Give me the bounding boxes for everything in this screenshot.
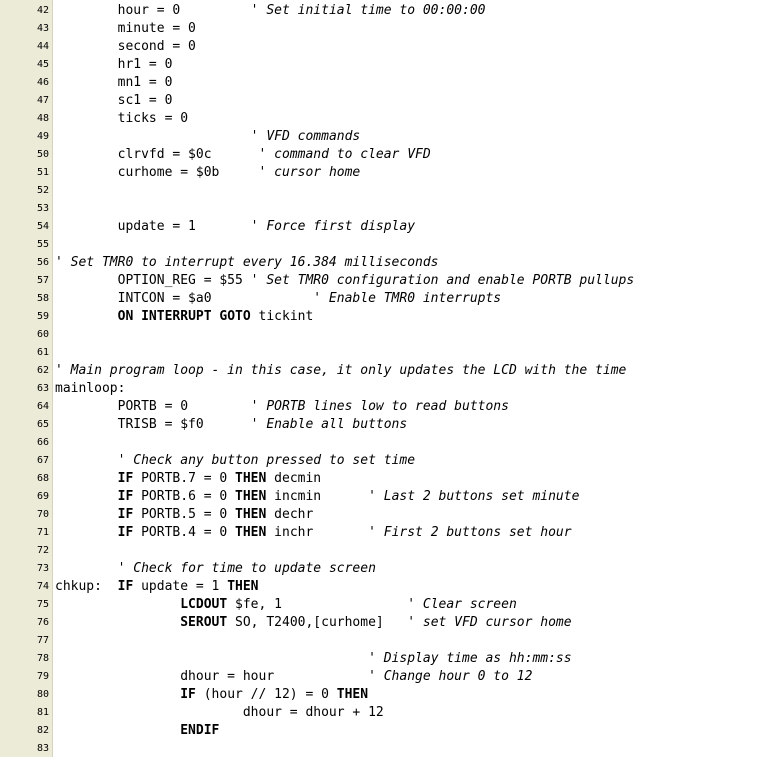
code-line[interactable] xyxy=(0,506,770,524)
code-line[interactable] xyxy=(0,92,770,110)
code-line[interactable] xyxy=(0,344,770,362)
code-token: update = 1 xyxy=(55,219,251,234)
code-token: dhour = dhour + 12 xyxy=(55,705,384,720)
code-token xyxy=(55,597,180,612)
code-line[interactable] xyxy=(0,722,770,740)
code-text[interactable] xyxy=(55,290,501,308)
line-number: 44 xyxy=(36,41,49,52)
line-number: 64 xyxy=(36,401,49,412)
code-token: mainloop: xyxy=(55,381,126,396)
code-line[interactable] xyxy=(0,488,770,506)
line-number: 53 xyxy=(36,203,49,214)
code-token: mn1 = 0 xyxy=(55,75,173,90)
comment-token: ' set VFD cursor home xyxy=(407,615,572,630)
code-line[interactable] xyxy=(0,128,770,146)
code-text[interactable] xyxy=(55,470,321,488)
code-line[interactable] xyxy=(0,308,770,326)
comment-token: ' Check any button pressed to set time xyxy=(117,453,416,468)
code-line[interactable] xyxy=(0,74,770,92)
code-token xyxy=(55,687,180,702)
code-line[interactable] xyxy=(0,236,770,254)
code-line[interactable] xyxy=(0,38,770,56)
code-line[interactable] xyxy=(0,524,770,542)
line-number: 54 xyxy=(36,221,49,232)
comment-token: ' First 2 buttons set hour xyxy=(368,525,572,540)
code-text[interactable] xyxy=(55,452,415,470)
code-line[interactable] xyxy=(0,398,770,416)
line-number: 65 xyxy=(36,419,49,430)
code-token: TRISB = $f0 xyxy=(55,417,251,432)
keyword-token: IF xyxy=(117,579,134,594)
code-text[interactable] xyxy=(55,668,532,686)
code-text[interactable] xyxy=(55,416,407,434)
comment-token: ' cursor home xyxy=(258,165,361,180)
code-text[interactable] xyxy=(55,524,572,542)
code-token: sc1 = 0 xyxy=(55,93,173,108)
code-text[interactable] xyxy=(55,272,634,290)
code-token: dhour = hour xyxy=(55,669,369,684)
keyword-token: THEN xyxy=(235,489,267,504)
keyword-token: IF xyxy=(117,507,134,522)
code-text[interactable] xyxy=(55,20,196,38)
line-number: 51 xyxy=(36,167,49,178)
code-line[interactable] xyxy=(0,740,770,757)
code-text[interactable] xyxy=(55,308,313,326)
code-text[interactable] xyxy=(55,146,431,164)
comment-token: ' command to clear VFD xyxy=(258,147,431,162)
code-token: INTCON = $a0 xyxy=(55,291,314,306)
code-token: minute = 0 xyxy=(55,21,196,36)
code-text[interactable] xyxy=(55,650,572,668)
code-token: PORTB = 0 xyxy=(55,399,251,414)
code-text[interactable] xyxy=(55,38,196,56)
code-text[interactable] xyxy=(55,704,384,722)
code-line[interactable] xyxy=(0,452,770,470)
code-token: decmin xyxy=(266,471,322,486)
code-token: update = 1 xyxy=(133,579,228,594)
code-token: SO, T2400,[curhome] xyxy=(227,615,408,630)
code-line[interactable] xyxy=(0,614,770,632)
code-line[interactable] xyxy=(0,434,770,452)
code-text[interactable] xyxy=(55,92,172,110)
keyword-token: IF xyxy=(117,471,134,486)
keyword-token: LCDOUT xyxy=(180,597,228,612)
code-line[interactable] xyxy=(0,182,770,200)
code-token: ticks = 0 xyxy=(55,111,189,126)
line-number: 42 xyxy=(36,5,49,16)
code-line[interactable] xyxy=(0,326,770,344)
code-token: (hour // 12) = 0 xyxy=(195,687,337,702)
code-token xyxy=(55,525,118,540)
code-token: hr1 = 0 xyxy=(55,57,173,72)
comment-token: ' Set initial time to 00:00:00 xyxy=(250,3,486,18)
code-text[interactable] xyxy=(55,74,172,92)
line-number: 68 xyxy=(36,473,49,484)
line-number: 61 xyxy=(36,347,49,358)
line-number: 47 xyxy=(36,95,49,106)
code-line[interactable] xyxy=(0,416,770,434)
comment-token: ' Change hour 0 to 12 xyxy=(368,669,533,684)
line-number: 52 xyxy=(36,185,49,196)
code-token xyxy=(55,453,118,468)
code-token: chkup: xyxy=(55,579,118,594)
line-number: 46 xyxy=(36,77,49,88)
comment-token: ' PORTB lines low to read buttons xyxy=(250,399,509,414)
line-number: 83 xyxy=(36,743,49,754)
keyword-token: THEN xyxy=(235,525,267,540)
code-token xyxy=(55,561,118,576)
line-number: 80 xyxy=(36,689,49,700)
code-text[interactable] xyxy=(55,398,509,416)
code-line[interactable] xyxy=(0,380,770,398)
code-line[interactable] xyxy=(0,110,770,128)
code-line[interactable] xyxy=(0,20,770,38)
line-number: 77 xyxy=(36,635,49,646)
comment-token: ' Clear screen xyxy=(407,597,517,612)
code-line[interactable] xyxy=(0,470,770,488)
code-line[interactable] xyxy=(0,290,770,308)
code-token xyxy=(55,489,118,504)
line-number: 48 xyxy=(36,113,49,124)
line-number: 73 xyxy=(36,563,49,574)
code-text[interactable] xyxy=(55,578,259,596)
keyword-token: ON INTERRUPT GOTO xyxy=(117,309,251,324)
line-number: 59 xyxy=(36,311,49,322)
comment-token: ' Set TMR0 configuration and enable PORTB pullups xyxy=(250,273,635,288)
code-line[interactable] xyxy=(0,542,770,560)
code-token: $fe, 1 xyxy=(227,597,408,612)
code-line[interactable] xyxy=(0,56,770,74)
comment-token: ' Main program loop - in this case, it only updates the LCD with the time xyxy=(55,363,627,378)
keyword-token: IF xyxy=(117,525,134,540)
keyword-token: THEN xyxy=(227,579,259,594)
code-line[interactable] xyxy=(0,2,770,20)
code-text[interactable] xyxy=(55,218,415,236)
comment-token: ' Enable all buttons xyxy=(250,417,408,432)
code-token: clrvfd = $0c xyxy=(55,147,259,162)
line-number: 55 xyxy=(36,239,49,250)
keyword-token: THEN xyxy=(235,471,267,486)
line-number: 49 xyxy=(36,131,49,142)
line-number: 45 xyxy=(36,59,49,70)
comment-token: ' Last 2 buttons set minute xyxy=(368,489,580,504)
comment-token: ' Force first display xyxy=(250,219,416,234)
keyword-token: THEN xyxy=(235,507,267,522)
code-token: curhome = $0b xyxy=(55,165,259,180)
code-text[interactable] xyxy=(55,596,517,614)
code-text[interactable] xyxy=(55,380,125,398)
code-text[interactable] xyxy=(55,722,219,740)
code-text[interactable] xyxy=(55,560,376,578)
keyword-token: IF xyxy=(117,489,134,504)
line-number: 57 xyxy=(36,275,49,286)
keyword-token: SEROUT xyxy=(180,615,228,630)
line-number: 67 xyxy=(36,455,49,466)
code-lines[interactable] xyxy=(0,2,770,757)
line-number: 69 xyxy=(36,491,49,502)
comment-token: ' Display time as hh:mm:ss xyxy=(368,651,572,666)
code-text[interactable] xyxy=(55,164,360,182)
line-number: 62 xyxy=(36,365,49,376)
comment-token: ' Enable TMR0 interrupts xyxy=(313,291,502,306)
code-text[interactable] xyxy=(55,488,579,506)
line-number: 56 xyxy=(36,257,49,268)
code-text[interactable] xyxy=(55,110,188,128)
code-line[interactable] xyxy=(0,596,770,614)
code-token: dechr xyxy=(266,507,314,522)
code-token xyxy=(55,507,118,522)
line-number: 82 xyxy=(36,725,49,736)
code-line[interactable] xyxy=(0,632,770,650)
code-line[interactable] xyxy=(0,254,770,272)
line-number: 81 xyxy=(36,707,49,718)
keyword-token: IF xyxy=(180,687,196,702)
code-line[interactable] xyxy=(0,164,770,182)
code-text[interactable] xyxy=(55,686,368,704)
line-number: 43 xyxy=(36,23,49,34)
code-text[interactable] xyxy=(55,254,439,272)
line-number: 79 xyxy=(36,671,49,682)
code-line[interactable] xyxy=(0,146,770,164)
comment-token: ' Set TMR0 to interrupt every 16.384 milliseconds xyxy=(55,255,439,270)
line-number: 60 xyxy=(36,329,49,340)
code-token: incmin xyxy=(266,489,369,504)
code-text[interactable] xyxy=(55,362,626,380)
line-number: 70 xyxy=(36,509,49,520)
line-number: 50 xyxy=(36,149,49,160)
line-number: 63 xyxy=(36,383,49,394)
code-token xyxy=(55,471,118,486)
code-line[interactable] xyxy=(0,362,770,380)
code-text[interactable] xyxy=(55,506,313,524)
code-token xyxy=(55,723,180,738)
code-line[interactable] xyxy=(0,704,770,722)
comment-token: ' VFD commands xyxy=(250,129,361,144)
code-line[interactable] xyxy=(0,686,770,704)
code-token xyxy=(55,615,180,630)
code-line[interactable] xyxy=(0,650,770,668)
code-text[interactable] xyxy=(55,128,360,146)
code-token: PORTB.6 = 0 xyxy=(133,489,236,504)
code-text[interactable] xyxy=(55,2,485,20)
code-token xyxy=(55,129,251,144)
line-number: 78 xyxy=(36,653,49,664)
comment-token: ' Check for time to update screen xyxy=(117,561,376,576)
code-token: hour = 0 xyxy=(55,3,251,18)
line-number: 75 xyxy=(36,599,49,610)
code-token: PORTB.4 = 0 xyxy=(133,525,236,540)
code-token: tickint xyxy=(250,309,314,324)
code-line[interactable] xyxy=(0,200,770,218)
code-line[interactable] xyxy=(0,272,770,290)
code-line[interactable] xyxy=(0,560,770,578)
code-token: PORTB.7 = 0 xyxy=(133,471,236,486)
code-text[interactable] xyxy=(55,614,572,632)
line-number: 66 xyxy=(36,437,49,448)
line-number: 76 xyxy=(36,617,49,628)
code-line[interactable] xyxy=(0,218,770,236)
code-text[interactable] xyxy=(55,56,172,74)
line-number: 58 xyxy=(36,293,49,304)
keyword-token: THEN xyxy=(336,687,369,702)
code-line[interactable] xyxy=(0,668,770,686)
line-number: 71 xyxy=(36,527,49,538)
line-number: 74 xyxy=(36,581,49,592)
code-token: second = 0 xyxy=(55,39,196,54)
code-token xyxy=(55,309,118,324)
code-token xyxy=(55,651,368,666)
code-token: inchr xyxy=(266,525,369,540)
code-line[interactable] xyxy=(0,578,770,596)
line-number: 72 xyxy=(36,545,49,556)
code-token: PORTB.5 = 0 xyxy=(133,507,236,522)
code-token: OPTION_REG = $55 xyxy=(55,273,251,288)
keyword-token: ENDIF xyxy=(180,723,220,738)
